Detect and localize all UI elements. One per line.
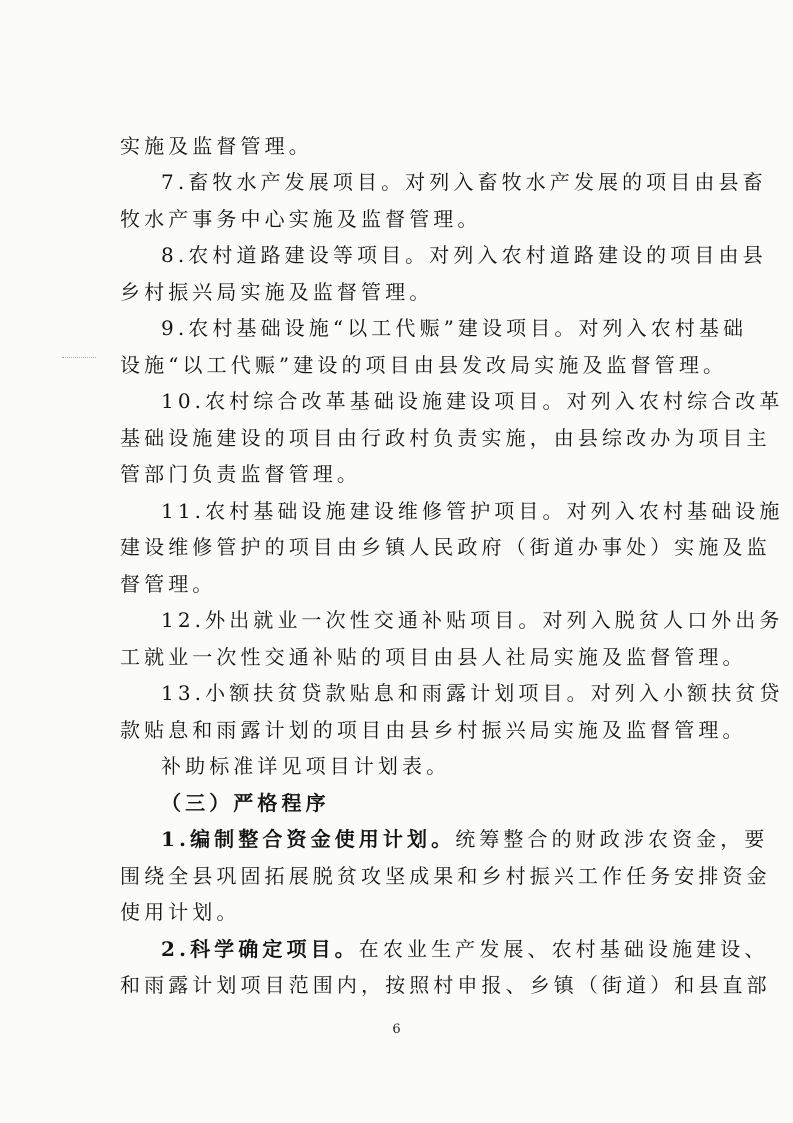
- item-8-heading: 8.农村道路建设等项目。对列入农村道路建设的项目由县: [161, 243, 767, 267]
- text-span: 统筹整合的财政涉农资金，要: [455, 827, 769, 851]
- paragraph-line: [161, 936, 769, 962]
- text-line: 设施“以工代赈”建设的项目由县发改局实施及监督管理。: [120, 353, 728, 377]
- item-7-heading: 7.畜牧水产发展项目。对列入畜牧水产发展的项目由县畜: [161, 170, 767, 194]
- text-line: 实施及监督管理。: [120, 134, 313, 158]
- page-number: 6: [392, 1022, 401, 1037]
- text-line: 建设维修管护的项目由乡镇人民政府（街道办事处）实施及监: [120, 535, 771, 559]
- margin-mark: [62, 357, 96, 358]
- section-heading: （三）严格程序: [161, 791, 330, 815]
- item-11-heading: 11.农村基础设施建设维修管护项目。对列入农村基础设施: [161, 499, 784, 523]
- text-line: 工就业一次性交通补贴的项目由县人社局实施及监督管理。: [120, 645, 747, 669]
- text-line: 基础设施建设的项目由行政村负责实施，由县综改办为项目主: [120, 426, 771, 450]
- item-13-heading: 13.小额扶贫贷款贴息和雨露计划项目。对列入小额扶贫贷: [161, 681, 784, 705]
- text-line: 管部门负责监督管理。: [120, 462, 361, 486]
- text-line: 使用计划。: [120, 900, 241, 924]
- paragraph-line: [161, 826, 769, 852]
- text-line: 款贴息和雨露计划的项目由县乡村振兴局实施及监督管理。: [120, 718, 747, 742]
- item-10-heading: 10.农村综合改革基础设施建设项目。对列入农村综合改革: [161, 389, 784, 413]
- text-line: 和雨露计划项目范围内，按照村申报、乡镇（街道）和县直部: [120, 973, 771, 997]
- text-line: 补助标准详见项目计划表。: [161, 754, 451, 778]
- subsection-heading: 2.科学确定项目。: [161, 937, 359, 961]
- text-line: 乡村振兴局实施及监督管理。: [120, 280, 434, 304]
- text-span: 在农业生产发展、农村基础设施建设、: [358, 937, 769, 961]
- item-9-heading: 9.农村基础设施“以工代赈”建设项目。对列入农村基础: [161, 316, 748, 340]
- text-line: 督管理。: [120, 572, 217, 596]
- text-line: 牧水产事务中心实施及监督管理。: [120, 207, 482, 231]
- subsection-heading: 1.编制整合资金使用计划。: [161, 827, 456, 851]
- item-12-heading: 12.外出就业一次性交通补贴项目。对列入脱贫人口外出务: [161, 608, 784, 632]
- text-line: 围绕全县巩固拓展脱贫攻坚成果和乡村振兴工作任务安排资金: [120, 864, 771, 888]
